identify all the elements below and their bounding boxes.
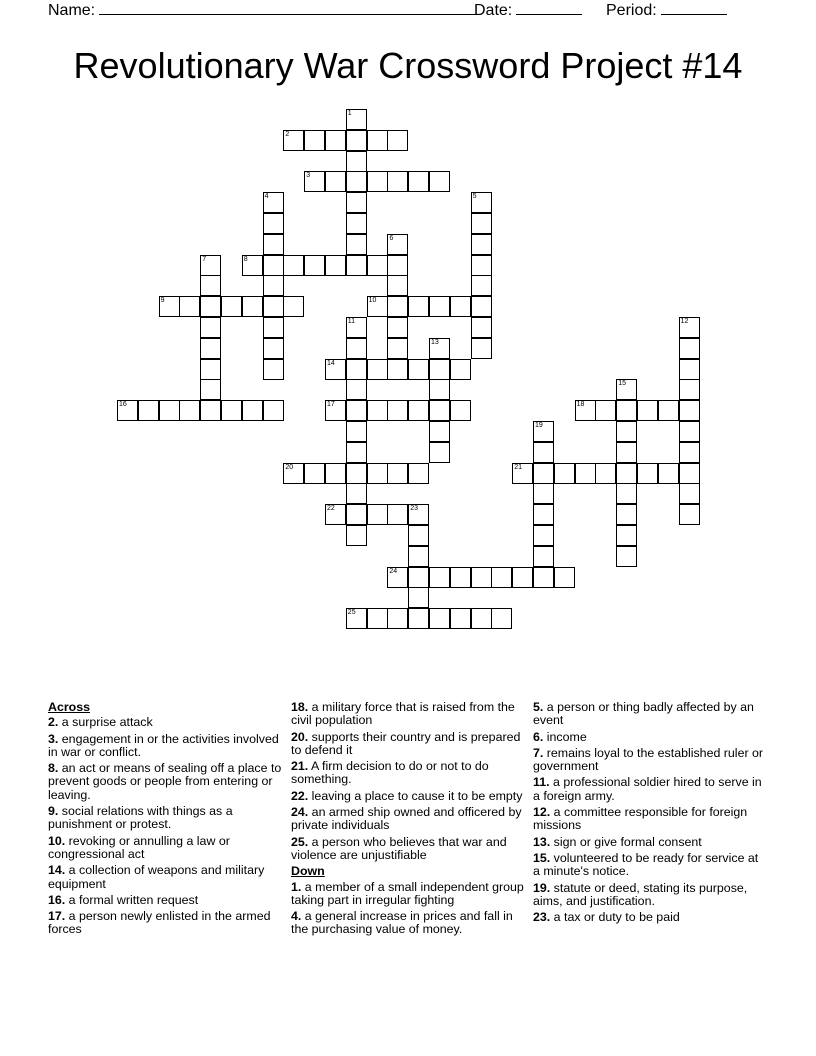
grid-cell[interactable]: [408, 463, 429, 484]
clue-number: 1.: [291, 879, 302, 894]
grid-cell[interactable]: [387, 171, 408, 192]
clue-text: statute or deed, stating its purpose, aims, and justification.: [533, 880, 748, 908]
clue-text: remains loyal to the established ruler or government: [533, 745, 764, 774]
across-clue: [48, 864, 283, 891]
grid-cell[interactable]: [367, 255, 388, 276]
grid-cell[interactable]: [304, 255, 325, 276]
clue-number: 6.: [533, 729, 544, 744]
grid-cell[interactable]: [408, 504, 429, 525]
down-clue: [533, 852, 768, 879]
clue-number: 15.: [533, 850, 551, 865]
grid-cell[interactable]: [616, 421, 637, 442]
across-clue: [291, 731, 526, 758]
across-clue: [48, 910, 283, 937]
grid-cell[interactable]: [533, 421, 554, 442]
clue-text: supports their country and is prepared to defend it: [291, 729, 521, 757]
down-clue: [533, 776, 768, 803]
grid-cell[interactable]: [387, 338, 408, 359]
clue-text: engagement in or the activities involved in war or conflict.: [48, 731, 279, 759]
clue-text: A firm decision to do or not to do something.: [291, 759, 489, 787]
grid-cell[interactable]: [679, 504, 700, 525]
grid-cell[interactable]: [179, 296, 200, 317]
grid-cell[interactable]: [429, 296, 450, 317]
cell-number: 16: [119, 401, 127, 409]
across-clue: [291, 836, 526, 863]
cell-number: 2: [285, 130, 290, 138]
clue-number: 23.: [533, 910, 551, 925]
grid-cell[interactable]: [429, 379, 450, 400]
grid-cell[interactable]: [367, 608, 388, 629]
grid-cell[interactable]: [200, 255, 221, 276]
grid-cell[interactable]: [387, 400, 408, 421]
grid-cell[interactable]: [325, 171, 346, 192]
grid-cell[interactable]: [616, 546, 637, 567]
grid-cell[interactable]: [679, 483, 700, 504]
grid-cell[interactable]: [263, 338, 284, 359]
grid-cell[interactable]: [367, 463, 388, 484]
grid-cell[interactable]: [367, 359, 388, 380]
grid-cell[interactable]: [429, 567, 450, 588]
grid-cell[interactable]: [450, 608, 471, 629]
clue-number: 20.: [291, 729, 309, 744]
grid-cell[interactable]: [408, 400, 429, 421]
cell-number: 13: [431, 338, 439, 346]
grid-cell[interactable]: [471, 317, 492, 338]
grid-cell[interactable]: [200, 359, 221, 380]
grid-cell[interactable]: [450, 400, 471, 421]
clue-text: an armed ship owned and officered by private individuals: [291, 805, 522, 833]
cell-number: 15: [618, 380, 626, 388]
grid-cell[interactable]: [346, 109, 367, 130]
down-clue-list-continued: [533, 701, 768, 924]
grid-cell[interactable]: [346, 379, 367, 400]
clue-number: 13.: [533, 834, 551, 849]
down-clue: [291, 910, 526, 937]
grid-cell[interactable]: [283, 255, 304, 276]
grid-cell[interactable]: [408, 525, 429, 546]
grid-cell[interactable]: [471, 255, 492, 276]
down-clue: [533, 911, 768, 924]
grid-cell[interactable]: [387, 130, 408, 151]
across-clue: [291, 760, 526, 787]
clue-text: a professional soldier hired to serve in a foreign army.: [533, 775, 762, 803]
down-clue: [533, 882, 768, 909]
grid-cell[interactable]: [200, 400, 221, 421]
cell-number: 21: [514, 463, 522, 471]
grid-cell[interactable]: [325, 504, 346, 525]
cell-number: 9: [160, 297, 165, 305]
grid-cell[interactable]: [346, 525, 367, 546]
across-heading: Across: [48, 700, 91, 714]
clue-number: 16.: [48, 892, 66, 907]
grid-cell[interactable]: [679, 379, 700, 400]
clue-number: 10.: [48, 833, 66, 848]
across-clue-list: [48, 716, 283, 936]
grid-cell[interactable]: [595, 400, 616, 421]
grid-cell[interactable]: [325, 255, 346, 276]
grid-cell[interactable]: [263, 400, 284, 421]
clue-number: 9.: [48, 804, 59, 819]
grid-cell[interactable]: [491, 567, 512, 588]
clues-column-3: [533, 701, 768, 927]
grid-cell[interactable]: [471, 567, 492, 588]
down-clue: [533, 806, 768, 833]
page-title: Revolutionary War Crossword Project #14: [73, 45, 743, 86]
grid-cell[interactable]: [304, 130, 325, 151]
grid-cell[interactable]: [616, 463, 637, 484]
grid-cell[interactable]: [304, 463, 325, 484]
grid-cell[interactable]: [346, 504, 367, 525]
grid-cell[interactable]: [159, 400, 180, 421]
grid-cell[interactable]: [200, 317, 221, 338]
clue-number: 24.: [291, 805, 309, 820]
grid-cell[interactable]: [387, 359, 408, 380]
grid-cell[interactable]: [346, 463, 367, 484]
across-clue-list-continued: [291, 701, 526, 862]
across-clue: [291, 790, 526, 803]
across-clue: [48, 894, 283, 907]
clue-text: a military force that is raised from the civil population: [291, 700, 515, 728]
grid-cell[interactable]: [408, 171, 429, 192]
grid-cell[interactable]: [533, 504, 554, 525]
down-clue: [533, 701, 768, 728]
grid-cell[interactable]: [367, 171, 388, 192]
grid-cell[interactable]: [637, 400, 658, 421]
across-clue: [48, 835, 283, 862]
clue-number: 14.: [48, 863, 66, 878]
grid-cell[interactable]: [283, 296, 304, 317]
down-clue: [533, 747, 768, 774]
grid-cell[interactable]: [616, 525, 637, 546]
grid-cell[interactable]: [658, 400, 679, 421]
cell-number: 12: [680, 318, 689, 325]
grid-cell[interactable]: [408, 546, 429, 567]
clue-text: a collection of weapons and military equipment: [48, 863, 265, 891]
grid-cell[interactable]: [346, 483, 367, 504]
grid-cell[interactable]: [679, 463, 700, 484]
grid-cell[interactable]: [387, 567, 408, 588]
grid-cell[interactable]: [408, 296, 429, 317]
grid-cell[interactable]: [263, 192, 284, 213]
grid-cell[interactable]: [616, 483, 637, 504]
grid-cell[interactable]: [387, 317, 408, 338]
grid-cell[interactable]: [346, 421, 367, 442]
across-clue: [48, 733, 283, 760]
cell-number: 23: [410, 505, 418, 513]
clue-number: 2.: [48, 715, 59, 730]
grid-cell[interactable]: [429, 421, 450, 442]
grid-cell[interactable]: [512, 567, 533, 588]
grid-cell[interactable]: [491, 608, 512, 629]
clue-text: revoking or annulling a law or congressional act: [48, 833, 230, 861]
cell-number: 18: [576, 401, 585, 409]
grid-cell[interactable]: [346, 317, 367, 338]
grid-cell[interactable]: [263, 296, 284, 317]
grid-cell[interactable]: [200, 296, 221, 317]
clue-text: an act or means of sealing off a place to prevent goods or people from entering or leaving.: [48, 761, 282, 802]
clue-number: 5.: [533, 700, 544, 714]
grid-cell[interactable]: [429, 608, 450, 629]
grid-cell[interactable]: [346, 442, 367, 463]
grid-cell[interactable]: [575, 463, 596, 484]
grid-cell[interactable]: [346, 171, 367, 192]
grid-cell[interactable]: [283, 463, 304, 484]
grid-cell[interactable]: [533, 567, 554, 588]
grid-cell[interactable]: [387, 234, 408, 255]
grid-cell[interactable]: [179, 400, 200, 421]
down-clue: [291, 881, 526, 908]
grid-cell[interactable]: [346, 338, 367, 359]
grid-cell[interactable]: [533, 525, 554, 546]
grid-cell[interactable]: [616, 442, 637, 463]
clue-text: leaving a place to cause it to be empty: [308, 788, 523, 803]
grid-cell[interactable]: [450, 296, 471, 317]
grid-cell[interactable]: [387, 504, 408, 525]
grid-cell[interactable]: [471, 608, 492, 629]
grid-cell[interactable]: [242, 255, 263, 276]
across-clue: [48, 805, 283, 832]
grid-cell[interactable]: [616, 400, 637, 421]
clue-text: social relations with things as a punishment or protest.: [48, 804, 233, 832]
grid-cell[interactable]: [200, 338, 221, 359]
grid-cell[interactable]: [679, 317, 700, 338]
clue-text: volunteered to be ready for service at a minute's notice.: [533, 850, 759, 879]
grid-cell[interactable]: [533, 546, 554, 567]
down-heading: Down: [291, 864, 325, 879]
grid-cell[interactable]: [512, 463, 533, 484]
clue-number: 19.: [533, 880, 551, 895]
clue-text: income: [543, 729, 587, 744]
grid-cell[interactable]: [679, 359, 700, 380]
clue-text: a committee responsible for foreign missions: [533, 805, 748, 833]
grid-cell[interactable]: [679, 442, 700, 463]
grid-cell[interactable]: [346, 192, 367, 213]
grid-cell[interactable]: [471, 213, 492, 234]
cell-number: 25: [347, 609, 356, 617]
grid-cell[interactable]: [471, 338, 492, 359]
down-clue: [533, 836, 768, 849]
cell-number: 14: [327, 359, 335, 367]
cell-number: 6: [389, 234, 394, 242]
grid-cell[interactable]: [387, 463, 408, 484]
cell-number: 22: [327, 505, 335, 513]
clue-text: a tax or duty to be paid: [550, 910, 680, 925]
grid-cell[interactable]: [616, 379, 637, 400]
cell-number: 17: [327, 401, 335, 409]
grid-cell[interactable]: [346, 400, 367, 421]
cell-number: 1: [347, 110, 352, 117]
clue-number: 17.: [48, 909, 66, 924]
grid-cell[interactable]: [429, 400, 450, 421]
grid-cell[interactable]: [325, 359, 346, 380]
date-label: Date:: [474, 2, 513, 19]
cell-number: 10: [368, 297, 377, 305]
grid-cell[interactable]: [471, 275, 492, 296]
grid-cell[interactable]: [200, 275, 221, 296]
across-clue: [48, 762, 283, 802]
grid-cell[interactable]: [263, 275, 284, 296]
across-clue: [291, 701, 526, 728]
clue-text: a general increase in prices and fall in the purchasing value of money.: [291, 909, 513, 937]
grid-cell[interactable]: [346, 130, 367, 151]
grid-cell[interactable]: [346, 213, 367, 234]
grid-cell[interactable]: [658, 463, 679, 484]
clue-text: a formal written request: [65, 892, 199, 907]
grid-cell[interactable]: [408, 359, 429, 380]
clue-number: 8.: [48, 761, 59, 776]
grid-cell[interactable]: [346, 608, 367, 629]
grid-cell[interactable]: [304, 171, 325, 192]
grid-cell[interactable]: [408, 567, 429, 588]
cell-number: 19: [535, 422, 543, 429]
cell-number: 8: [243, 255, 248, 263]
grid-cell[interactable]: [554, 567, 575, 588]
cell-number: 3: [306, 172, 311, 180]
cell-number: 5: [472, 193, 477, 201]
period-label: Period:: [606, 2, 657, 19]
grid-cell[interactable]: [595, 463, 616, 484]
clue-number: 12.: [533, 805, 551, 820]
grid-cell[interactable]: [616, 504, 637, 525]
down-clue: [533, 731, 768, 744]
grid-cell[interactable]: [263, 234, 284, 255]
across-clue: [48, 716, 283, 729]
grid-cell[interactable]: [117, 400, 138, 421]
across-clue: [291, 806, 526, 833]
grid-cell[interactable]: [387, 608, 408, 629]
grid-cell[interactable]: [533, 463, 554, 484]
grid-cell[interactable]: [679, 400, 700, 421]
grid-cell[interactable]: [367, 400, 388, 421]
grid-cell[interactable]: [679, 421, 700, 442]
grid-cell[interactable]: [554, 463, 575, 484]
grid-cell[interactable]: [263, 213, 284, 234]
grid-cell[interactable]: [429, 171, 450, 192]
grid-cell[interactable]: [387, 255, 408, 276]
clue-text: sign or give formal consent: [550, 834, 702, 849]
grid-cell[interactable]: [450, 567, 471, 588]
grid-cell[interactable]: [200, 379, 221, 400]
grid-cell[interactable]: [429, 442, 450, 463]
grid-cell[interactable]: [263, 359, 284, 380]
grid-cell[interactable]: [283, 130, 304, 151]
clue-text: a member of a small independent group taking part in irregular fighting: [291, 879, 524, 907]
grid-cell[interactable]: [471, 192, 492, 213]
grid-cell[interactable]: [263, 317, 284, 338]
grid-cell[interactable]: [367, 130, 388, 151]
cell-number: 4: [264, 193, 269, 201]
clue-text: a surprise attack: [58, 715, 153, 730]
grid-cell[interactable]: [679, 338, 700, 359]
grid-cell[interactable]: [242, 296, 263, 317]
grid-cell[interactable]: [221, 400, 242, 421]
grid-cell[interactable]: [325, 400, 346, 421]
grid-cell[interactable]: [346, 234, 367, 255]
grid-cell[interactable]: [533, 483, 554, 504]
clues-column-1: [48, 701, 283, 940]
grid-cell[interactable]: [637, 463, 658, 484]
grid-cell[interactable]: [387, 275, 408, 296]
grid-cell[interactable]: [429, 359, 450, 380]
grid-cell[interactable]: [325, 130, 346, 151]
clue-text: a person or thing badly affected by an event: [533, 700, 754, 728]
cell-number: 24: [389, 567, 398, 575]
grid-cell[interactable]: [138, 400, 159, 421]
cell-number: 11: [347, 318, 356, 325]
grid-cell[interactable]: [471, 296, 492, 317]
name-label: Name:: [48, 2, 96, 19]
grid-cell[interactable]: [325, 463, 346, 484]
clue-number: 25.: [291, 834, 309, 849]
clue-number: 7.: [533, 745, 544, 760]
clue-text: a person who believes that war and violence are unjustifiable: [291, 834, 507, 862]
grid-cell[interactable]: [263, 255, 284, 276]
grid-cell[interactable]: [242, 400, 263, 421]
grid-cell[interactable]: [346, 359, 367, 380]
grid-cell[interactable]: [471, 234, 492, 255]
down-clue-list: [291, 881, 526, 937]
clue-number: 11.: [533, 775, 550, 790]
grid-cell[interactable]: [575, 400, 596, 421]
clue-number: 22.: [291, 788, 309, 803]
grid-cell[interactable]: [408, 608, 429, 629]
clues-column-2: [291, 701, 526, 940]
clue-number: 4.: [291, 909, 302, 924]
clue-number: 18.: [291, 700, 309, 714]
grid-cell[interactable]: [408, 587, 429, 608]
cell-number: 7: [202, 255, 207, 263]
grid-cell[interactable]: [367, 296, 388, 317]
grid-cell[interactable]: [159, 296, 180, 317]
grid-cell[interactable]: [533, 442, 554, 463]
grid-cell[interactable]: [450, 359, 471, 380]
grid-cell[interactable]: [221, 296, 242, 317]
clue-number: 21.: [291, 759, 309, 774]
grid-cell[interactable]: [387, 296, 408, 317]
grid-cell[interactable]: [346, 255, 367, 276]
grid-cell[interactable]: [429, 338, 450, 359]
grid-cell[interactable]: [346, 151, 367, 172]
clue-text: a person newly enlisted in the armed forces: [48, 909, 271, 937]
grid-cell[interactable]: [367, 504, 388, 525]
clue-number: 3.: [48, 731, 59, 746]
cell-number: 20: [285, 463, 294, 471]
